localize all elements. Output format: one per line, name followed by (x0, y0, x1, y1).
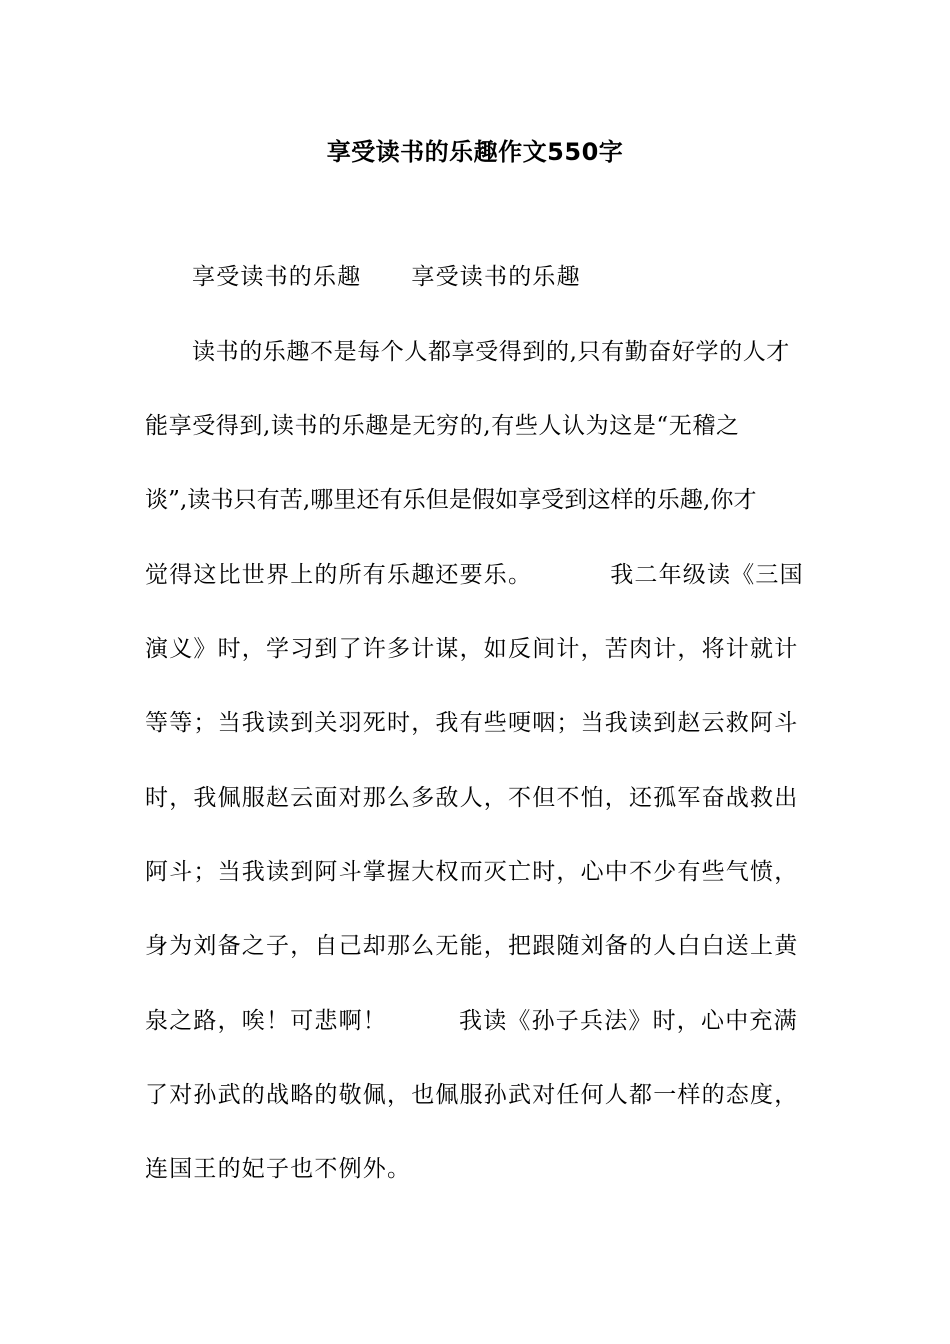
paragraph-segment: 觉得这比世界上的所有乐趣还要乐。 (145, 562, 533, 588)
paragraph-line: 了对孙武的战略的敬佩，也佩服孙武对任何人都一样的态度， (145, 1082, 799, 1108)
subtitle-text-2: 享受读书的乐趣 (411, 264, 581, 290)
paragraph-line (145, 1006, 810, 1036)
paragraph-segment: 泉之路，唉！可悲啊！ (145, 1008, 387, 1034)
paragraph-line: 时，我佩服赵云面对那么多敌人，不但不怕，还孤军奋战救出 (145, 785, 799, 811)
paragraph-line (145, 560, 810, 590)
paragraph-segment: 我二年级读《三国 (610, 562, 804, 588)
paragraph-segment: 我读《孙子兵法》时，心中充满 (459, 1008, 798, 1034)
paragraph-line: 能享受得到,读书的乐趣是无穷的,有些人认为这是“无稽之 (145, 413, 740, 439)
paragraph-line: 连国王的妃子也不例外。 (145, 1156, 412, 1182)
subtitle-line (192, 262, 857, 292)
paragraph-line: 读书的乐趣不是每个人都享受得到的,只有勤奋好学的人才 (192, 339, 790, 365)
subtitle-text-1: 享受读书的乐趣 (192, 264, 362, 290)
paragraph-line: 等等；当我读到关羽死时，我有些哽咽；当我读到赵云救阿斗 (145, 710, 799, 736)
paragraph-line: 阿斗；当我读到阿斗掌握大权而灭亡时，心中不少有些气愤， (145, 859, 799, 885)
paragraph-line: 身为刘备之子，自己却那么无能，把跟随刘备的人白白送上黄 (145, 933, 799, 959)
paragraph-line: 演义》时，学习到了许多计谋，如反间计，苦肉计，将计就计 (145, 636, 799, 662)
paragraph-line: 谈”,读书只有苦,哪里还有乐但是假如享受到这样的乐趣,你才 (145, 487, 757, 513)
document-title: 享受读书的乐趣作文550字 (326, 138, 624, 166)
